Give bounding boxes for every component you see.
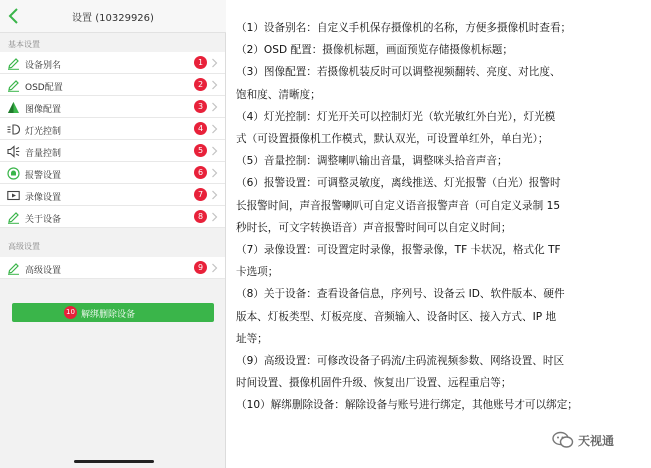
home-indicator [74, 460, 154, 463]
chevron-right-icon [211, 212, 218, 222]
doc-line: （1）设备别名：自定义手机保存摄像机的名称，方便多摄像机时查看； [236, 22, 572, 34]
unbind-delete-device-button[interactable] [12, 303, 214, 322]
top-bar [0, 0, 226, 33]
chevron-right-icon [211, 190, 218, 200]
alarm-icon [7, 167, 20, 180]
chevron-right-icon [211, 124, 218, 134]
settings-item-label: 高级设置 [25, 266, 62, 276]
number-badge: 3 [194, 100, 207, 113]
doc-line: （2）OSD 配置：摄像机标题，画面预览存储摄像机标题； [236, 44, 513, 57]
settings-item-label: 设备别名 [25, 61, 62, 71]
number-badge: 6 [194, 166, 207, 179]
pencil-icon [7, 57, 20, 70]
light-icon [7, 123, 20, 136]
doc-line: 式（可设置摄像机工作模式，默认双光，可设置单红外，单白光）； [236, 133, 549, 146]
unbind-button-label: 解绑删除设备 [81, 310, 136, 320]
number-badge: 1 [194, 56, 207, 69]
settings-item-volume-control[interactable] [0, 140, 225, 162]
page-title: 设置 (10329926) [72, 13, 154, 24]
settings-item-label: 录像设置 [25, 193, 62, 203]
settings-item-light-control[interactable] [0, 118, 225, 140]
watermark-text: 天视通 [578, 434, 615, 448]
settings-item-image-config[interactable] [0, 96, 225, 118]
number-badge: 8 [194, 210, 207, 223]
number-badge: 10 [64, 306, 77, 319]
doc-line: 秒时长，可文字转换语音）声音报警时间可以自定义时间； [236, 221, 512, 234]
number-badge: 5 [194, 144, 207, 157]
phone-settings-screen [0, 0, 226, 468]
chevron-right-icon [211, 263, 218, 273]
settings-item-label: 音量控制 [25, 149, 62, 159]
doc-line: 长报警时间，声音报警喇叭可自定义语音报警声音（可自定义录制 15 [236, 199, 561, 212]
doc-line: （6）报警设置：可调整灵敏度，离线推送、灯光报警（白光）报警时 [236, 177, 561, 190]
settings-item-about-device[interactable] [0, 206, 225, 228]
settings-item-alarm-settings[interactable] [0, 162, 225, 184]
video-icon [7, 189, 20, 202]
doc-line: （5）音量控制：调整喇叭输出音量，调整咪头拾音声音； [236, 155, 508, 168]
doc-line: （4）灯光控制：灯光开关可以控制灯光（软光敏红外白光），灯光模 [236, 110, 556, 123]
wechat-icon [552, 431, 574, 449]
chevron-right-icon [211, 102, 218, 112]
settings-item-label: 报警设置 [25, 171, 62, 181]
chevron-right-icon [211, 58, 218, 68]
section-label-advanced: 高级设置 [8, 242, 40, 251]
number-badge: 4 [194, 122, 207, 135]
number-badge: 7 [194, 188, 207, 201]
doc-line: （8）关于设备：查看设备信息，序列号、设备云 ID、软件版本、硬件 [236, 288, 565, 301]
doc-line: 时间设置、摄像机固件升级、恢复出厂设置、远程重启等； [236, 377, 512, 390]
doc-line: （9）高级设置：可修改设备子码流/主码流视频参数、网络设置、时区 [236, 355, 565, 368]
doc-line: （7）录像设置：可设置定时录像，报警录像，TF 卡状况，格式化 TF [236, 244, 561, 257]
pencil-icon [7, 262, 20, 275]
doc-line: 饱和度、清晰度； [236, 88, 321, 101]
image-icon [7, 101, 20, 114]
doc-line: （10）解绑删除设备：解除设备与账号进行绑定，其他账号才可以绑定； [236, 399, 578, 412]
settings-item-label: 灯光控制 [25, 127, 62, 137]
speaker-icon [7, 145, 20, 158]
settings-item-label: 图像配置 [25, 105, 62, 115]
settings-item-advanced-settings[interactable] [0, 257, 225, 279]
watermark [552, 430, 648, 452]
chevron-right-icon [211, 80, 218, 90]
number-badge: 9 [194, 261, 207, 274]
pencil-icon [7, 79, 20, 92]
settings-item-label: 关于设备 [25, 215, 62, 225]
chevron-right-icon [211, 168, 218, 178]
pencil-icon [7, 211, 20, 224]
settings-item-osd-config[interactable] [0, 74, 225, 96]
chevron-right-icon [211, 146, 218, 156]
settings-item-recording-settings[interactable] [0, 184, 225, 206]
settings-item-label: OSD配置 [25, 83, 63, 93]
settings-item-device-alias[interactable] [0, 52, 225, 74]
doc-line: 卡选项； [236, 266, 279, 279]
section-label-basic: 基本设置 [8, 40, 40, 49]
doc-line: 址等； [236, 332, 268, 345]
number-badge: 2 [194, 78, 207, 91]
doc-line: （3）图像配置：若摄像机装反时可以调整视频翻转、亮度、对比度、 [236, 66, 561, 79]
doc-line: 版本、灯板类型、灯板亮度、音频输入、设备时区、接入方式、IP 地 [236, 310, 557, 323]
description-text [236, 17, 648, 417]
